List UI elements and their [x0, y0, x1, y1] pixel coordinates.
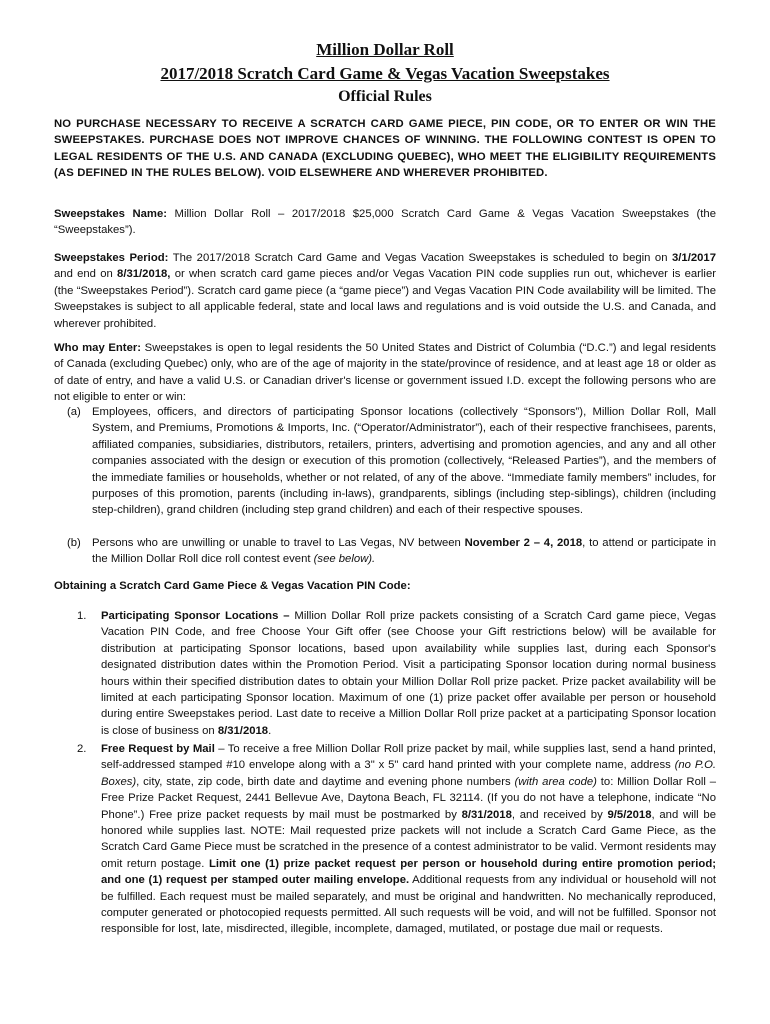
exclusion-item-a: [67, 404, 716, 519]
who-may-enter-paragraph: [54, 340, 716, 406]
participating-sponsor-title: Participating Sponsor Locations –: [101, 610, 290, 622]
exclusion-item-b: [67, 535, 717, 568]
intro-disclaimer: NO PURCHASE NECESSARY TO RECEIVE A SCRATCH CARD GAME PIECE, PIN CODE, OR TO ENTER OR WIN THE SWEEPSTAKES. PURCHASE DOES NOT IMPROVE CHANCES OF WINNING. THE FOLLOWING CONTEST IS OPEN TO LEGAL RESIDENTS OF THE U.S. AND CANADA (EXCLUDING QUEBEC), WHO MEET THE ELIGIBILITY REQUIREMENTS (AS DEFINED IN THE RULES BELOW). VOID ELSEWHERE AND WHEREVER PROHIBITED.: [54, 118, 716, 180]
sweepstakes-name-text: Million Dollar Roll – 2017/2018 $25,000 Scratch Card Game & Vegas Vacation Sweepstakes (the “Sweepstakes”).: [54, 208, 716, 237]
item-2-text-3: to: Million Dollar Roll – Free Prize Packet Request, 2441 Bellevue Ave, Daytona Beach, FL 32114. (If you do not have a telephone, indicate “No Phone”.) Free prize packet requests by mail must be postmarked by: [101, 775, 717, 821]
received-date: 9/5/2018: [607, 808, 652, 821]
item-2-text-5: , and will be honored while supplies last. NOTE: Mail requested prize packets will not include a Scratch Card Game Piece, as the Scratch Card Game Piece must be scratched in the presence of a contest administrator to be valid. Vermont residents may omit return postage.: [101, 808, 716, 870]
who-may-enter-text: Sweepstakes is open to legal residents the 50 United States and District of Columbia (“D.C.”) and legal residents of Canada (excluding Quebec) only, who are of the age of majority in the state/province of residence, and at least age 18 or older as of date of entry, and have a valid U.S. or Canadian driver's license or government issued I.D. except the following persons who are not eligible to enter or win:: [54, 342, 716, 404]
exclusion-b-text-2: , to attend or participate in the Million Dollar Roll dice roll contest event: [92, 537, 717, 566]
numbered-item-1-label: 1.: [77, 610, 87, 622]
exclusion-item-a-label: (a): [67, 406, 81, 418]
free-request-title: Free Request by Mail: [101, 743, 215, 755]
period-text-3: or when scratch card game pieces and/or Vegas Vacation PIN code supplies run out, whichever is earlier (the “Sweepstakes Period”). Scratch card game piece (a “game piece”) and Vegas Vacation PIN Code availability will be limited. The Sweepstakes is subject to all applicable federal, state and local laws and regulations and is void outside the U.S. and Canada, and wherever prohibited.: [54, 268, 716, 330]
sweepstakes-name-label: Sweepstakes Name:: [54, 208, 168, 220]
item-1-text: Million Dollar Roll prize packets consisting of a Scratch Card game piece, Vegas Vacation PIN Code, and free Choose Your Gift offer (see Choose your Gift restrictions below) will be available for distribution at participating Sponsor locations, based upon availability while supplies last, during each Sponsor's designated distribution dates within the Promotion Period. Visit a participating Sponsor location during normal business hours within their specified distribution dates to obtain your Million Dollar Roll prize packet. Prize packet availability will be limited at each participating Sponsor location. Maximum of one (1) prize packet offer available per person or household during entire Sweepstakes period. Last date to receive a Million Dollar Roll prize packet at a participating Sponsor location is close of business on: [101, 610, 716, 737]
document-title: Million Dollar Roll: [316, 40, 454, 59]
item-1-last-date: 8/31/2018: [217, 724, 269, 737]
obtaining-game-piece-heading: Obtaining a Scratch Card Game Piece & Vegas Vacation PIN Code:: [54, 580, 411, 592]
sweepstakes-name-paragraph: [54, 206, 716, 239]
item-2-text-4: , and received by: [511, 808, 608, 821]
limit-one-request: Limit one (1) prize packet request per person or household during entire promotion period; and one (1) request per stamped outer mailing envelope.: [101, 857, 716, 887]
area-code-note: (with area code): [514, 775, 597, 788]
item-1-end: .: [268, 724, 272, 737]
sweepstakes-period-label: Sweepstakes Period:: [54, 252, 169, 264]
official-rules-heading: Official Rules: [338, 88, 432, 105]
numbered-item-1: [77, 608, 716, 739]
sweepstakes-period-paragraph: [54, 250, 716, 332]
numbered-item-2-label: 2.: [77, 743, 87, 755]
item-2-text-1: – To receive a free Million Dollar Roll prize packet by mail, while supplies last, send a hand printed, self-addressed stamped #10 envelope along with a 3" x 5" card hand printed with your complete name, address: [101, 743, 716, 772]
document-subtitle: 2017/2018 Scratch Card Game & Vegas Vacation Sweepstakes: [160, 64, 610, 83]
numbered-item-2: [77, 741, 717, 938]
exclusion-b-text-1: Persons who are unwilling or unable to travel to Las Vegas, NV between: [92, 537, 465, 549]
see-below-note: (see below).: [313, 553, 376, 566]
period-end-date: 8/31/2018,: [117, 268, 171, 281]
who-may-enter-label: Who may Enter:: [54, 342, 142, 354]
no-po-boxes-note: (no P.O. Boxes): [101, 759, 717, 788]
event-dates: November 2 – 4, 2018: [464, 537, 583, 549]
postmark-date: 8/31/2018: [461, 808, 512, 821]
period-start-date: 3/1/2017: [672, 252, 716, 264]
period-text-1: The 2017/2018 Scratch Card Game and Vegas Vacation Sweepstakes is scheduled to begin on: [168, 252, 673, 264]
exclusion-item-b-label: (b): [67, 537, 81, 549]
period-text-2: and end on: [54, 268, 118, 281]
item-2-text-6: Additional requests from any individual or household will not be fulfilled. Each request must be mailed separately, and must be original and handwritten. No mechanically reproduced, computer generated or photocopied requests permitted. All such requests will be void, and will not be fulfilled. Sponsor not responsible for lost, late, misdirected, illegible, incomplete, damaged, mutilated, or postage due mail or requests.: [101, 874, 717, 936]
item-2-text-2: , city, state, zip code, birth date and daytime and evening phone numbers: [136, 775, 515, 788]
exclusion-item-a-text: Employees, officers, and directors of participating Sponsor locations (collectively “Sponsors”), Million Dollar Roll, Mall System, and Premiums, Promotions & Imports, Inc. (“Operator/Administrator”), each of their respective franchisees, parents, affiliated companies, subsidiaries, distributors, retailers, printers, advertising and promotion agencies, and any and all other companies associated with the design or execution of this promotion (collectively, “Released Parties”), and the members of the immediate families or households, whether or not related, of any of the above. “Immediate family members” includes, for purposes of this promotion, parents (including in-laws), grandparents, siblings (including step-siblings), children (including step-children), grand children (including step grand children) and each of their respective spouses.: [92, 406, 716, 517]
